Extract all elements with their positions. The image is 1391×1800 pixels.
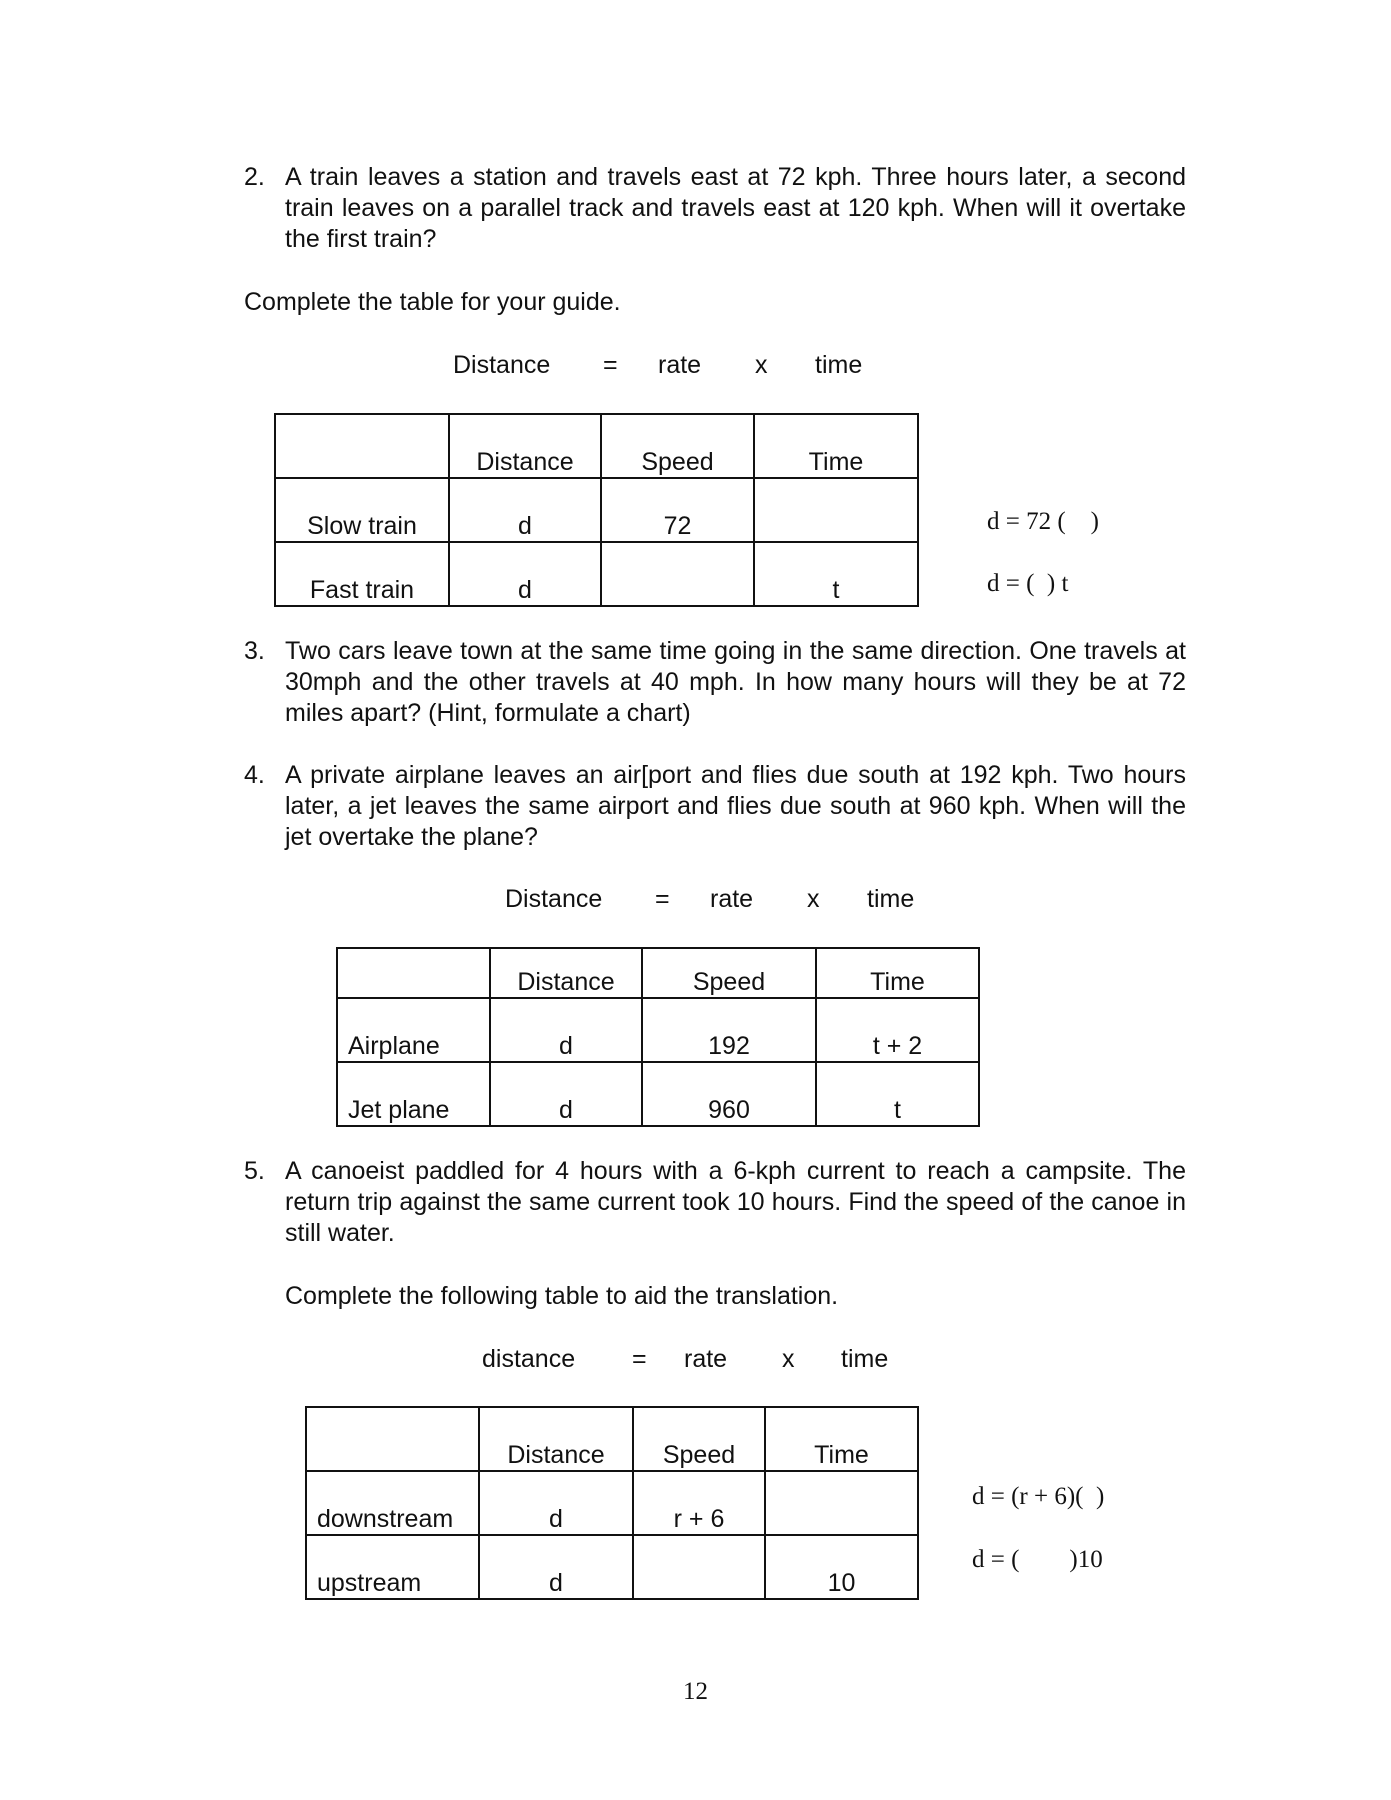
formula-time: time <box>815 351 863 379</box>
table-cell: d <box>479 1471 633 1535</box>
formula-rate: rate <box>658 351 702 379</box>
table-cell: 192 <box>642 998 816 1062</box>
row-label: Slow train <box>275 478 449 542</box>
header-cell: Time <box>816 948 979 998</box>
table-row <box>306 1471 918 1535</box>
table-cell: t + 2 <box>816 998 979 1062</box>
formula-equals: = <box>632 1345 647 1373</box>
table-cell: d <box>449 478 601 542</box>
row-label: Jet plane <box>337 1062 490 1126</box>
formula-time: time <box>867 885 915 913</box>
problem-3 <box>244 636 1186 729</box>
header-cell <box>337 948 490 998</box>
table-cell: t <box>754 542 918 606</box>
table-row <box>337 998 979 1062</box>
formula-distance: Distance <box>453 351 551 379</box>
formula-rate: rate <box>710 885 754 913</box>
header-cell <box>275 414 449 478</box>
table-problem-4 <box>336 947 980 1127</box>
formula-rate: rate <box>684 1345 728 1373</box>
problem-text: A private airplane leaves an air[port and flies due south at 192 kph. Two hours later, a jet leaves the same airport and flies due south at 960 kph. When will the jet overtake the plane? <box>285 761 1186 851</box>
equation-fast-train: d = ( ) t <box>987 570 1069 597</box>
page-number: 12 <box>683 1678 708 1705</box>
problem-number: 4. <box>244 761 265 789</box>
header-cell: Distance <box>479 1407 633 1471</box>
problem-5 <box>244 1156 1186 1249</box>
table-cell <box>633 1535 765 1599</box>
instruction-text: Complete the following table to aid the translation. <box>285 1282 839 1310</box>
table-cell: d <box>479 1535 633 1599</box>
row-label: downstream <box>306 1471 479 1535</box>
equation-slow-train: d = 72 ( ) <box>987 508 1099 535</box>
row-label: Fast train <box>275 542 449 606</box>
header-cell: Distance <box>490 948 642 998</box>
formula-equals: = <box>655 885 670 913</box>
problem-4 <box>244 760 1186 853</box>
table-cell: 960 <box>642 1062 816 1126</box>
problem-text: A train leaves a station and travels east at 72 kph. Three hours later, a second train leaves on a parallel track and travels east at 120 kph. When will it overtake the first train? <box>285 163 1186 253</box>
formula-time: time <box>841 1345 889 1373</box>
problem-number: 2. <box>244 163 265 191</box>
problem-number: 3. <box>244 637 265 665</box>
formula-times: x <box>755 351 768 379</box>
problem-text: Two cars leave town at the same time going in the same direction. One travels at 30mph and the other travels at 40 mph. In how many hours will they be at 72 miles apart? (Hint, formulate a chart) <box>285 637 1186 727</box>
table-row <box>337 1062 979 1126</box>
table-cell: r + 6 <box>633 1471 765 1535</box>
problem-2 <box>244 162 1186 255</box>
table-problem-2 <box>274 413 919 607</box>
row-label: upstream <box>306 1535 479 1599</box>
table-cell: 72 <box>601 478 754 542</box>
table-cell: 10 <box>765 1535 918 1599</box>
header-cell: Time <box>765 1407 918 1471</box>
formula-distance: distance <box>482 1345 576 1373</box>
equation-downstream: d = (r + 6)( ) <box>972 1483 1105 1510</box>
table-cell <box>601 542 754 606</box>
header-cell: Speed <box>601 414 754 478</box>
formula-equals: = <box>603 351 618 379</box>
table-row <box>275 542 918 606</box>
formula-times: x <box>782 1345 795 1373</box>
table-cell: t <box>816 1062 979 1126</box>
table-header-row <box>337 948 979 998</box>
table-row <box>306 1535 918 1599</box>
problem-number: 5. <box>244 1157 265 1185</box>
header-cell: Speed <box>642 948 816 998</box>
table-row <box>275 478 918 542</box>
table-cell <box>754 478 918 542</box>
table-header-row <box>275 414 918 478</box>
header-cell: Speed <box>633 1407 765 1471</box>
table-header-row <box>306 1407 918 1471</box>
header-cell: Distance <box>449 414 601 478</box>
header-cell <box>306 1407 479 1471</box>
table-problem-5 <box>305 1406 919 1600</box>
formula-times: x <box>807 885 820 913</box>
table-cell: d <box>490 998 642 1062</box>
row-label: Airplane <box>337 998 490 1062</box>
equation-upstream: d = ( )10 <box>972 1546 1103 1573</box>
table-cell <box>765 1471 918 1535</box>
table-cell: d <box>490 1062 642 1126</box>
table-cell: d <box>449 542 601 606</box>
problem-text: A canoeist paddled for 4 hours with a 6-kph current to reach a campsite. The return trip against the same current took 10 hours. Find the speed of the canoe in still water. <box>285 1157 1186 1247</box>
instruction-text: Complete the table for your guide. <box>244 288 621 316</box>
header-cell: Time <box>754 414 918 478</box>
formula-distance: Distance <box>505 885 603 913</box>
